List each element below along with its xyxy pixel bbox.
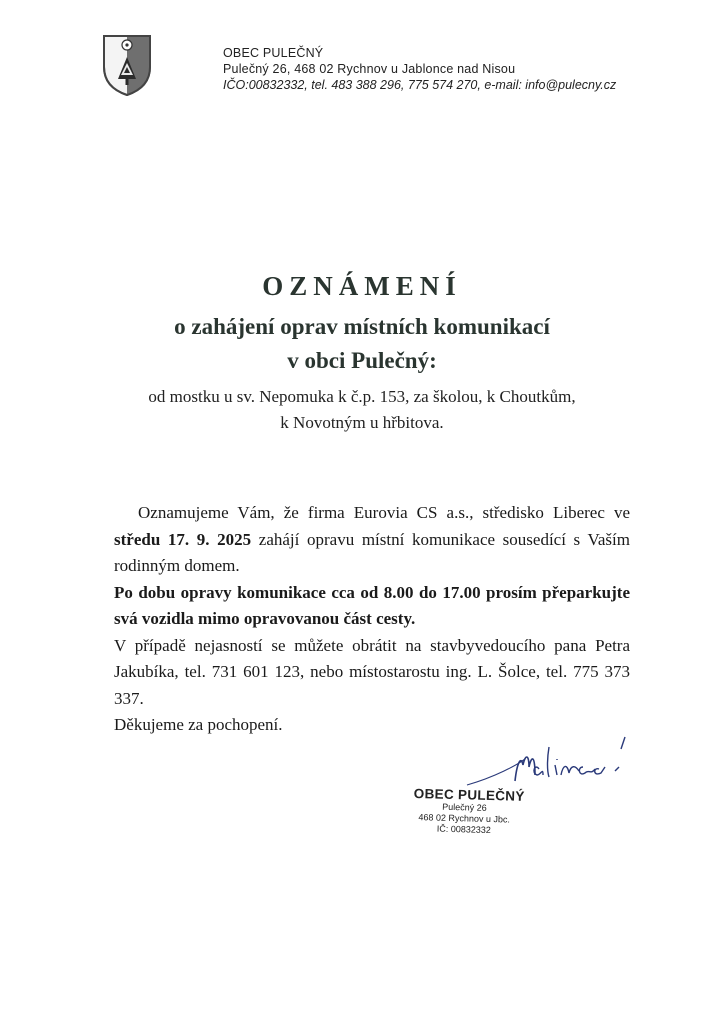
paragraph-parking-request	[114, 580, 630, 633]
municipal-stamp	[413, 786, 525, 837]
stamp-name: OBEC PULEČNÝ	[413, 786, 525, 804]
announcement-date: středu 17. 9. 2025	[114, 529, 252, 549]
handwritten-signature	[465, 733, 645, 793]
paragraph-thanks: Děkujeme za pochopení.	[114, 715, 283, 734]
notice-subtitle-line1: o zahájení oprav místních komunikací	[174, 314, 550, 339]
announcement-end: zahájí opravu místní komunikace sousedící s Vaším rodinným domem.	[114, 529, 630, 575]
paragraph-announcement	[114, 500, 630, 580]
stamp-ico: IČ: 00832332	[436, 823, 492, 836]
notice-subtitle-line2: v obci Pulečný:	[287, 348, 437, 373]
notice-title: OZNÁMENÍ	[262, 271, 462, 301]
stamp-address-line1: Pulečný 26	[442, 801, 487, 813]
notice-body	[114, 500, 630, 739]
coat-of-arms-logo	[101, 33, 153, 97]
municipality-address: Pulečný 26, 468 02 Rychnov u Jablonce nad Nisou	[223, 62, 516, 76]
parking-request: Po dobu opravy komunikace cca od 8.00 do 17.00 prosím přeparkujte svá vozidla mimo opravovanou část cesty.	[114, 582, 630, 628]
route-description-line2: k Novotným u hřbitova.	[280, 413, 444, 432]
route-description-line1: od mostku u sv. Nepomuka k č.p. 153, za školou, k Choutkům,	[148, 387, 576, 406]
municipality-name: OBEC PULEČNÝ	[223, 46, 324, 60]
stamp-address-line2: 468 02 Rychnov u Jbc.	[418, 812, 511, 825]
paragraph-contacts: V případě nejasností se můžete obrátit na stavbyvedoucího pana Petra Jakubíka, tel. 731 601 123, nebo místostarostu ing. L. Šolce, tel. 775 373 337.	[114, 635, 630, 708]
announcement-start: Oznamujeme Vám, že firma Eurovia CS a.s., středisko Liberec ve	[138, 503, 630, 522]
municipality-contact: IČO:00832332, tel. 483 388 296, 775 574 270, e-mail: info@pulecny.cz	[223, 78, 617, 92]
letterhead	[223, 45, 616, 93]
